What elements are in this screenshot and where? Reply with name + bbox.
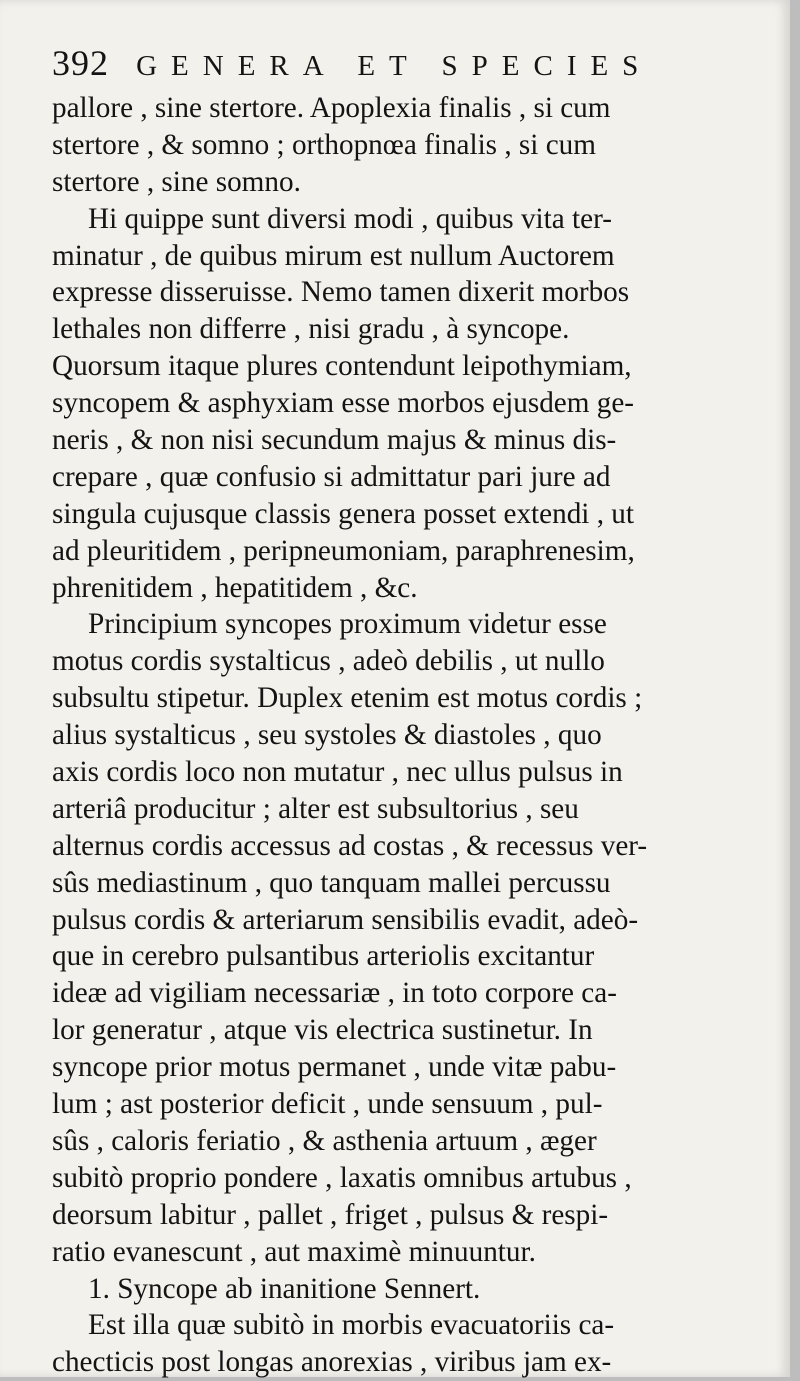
paragraph-first-line: Hi quippe sunt diversi modi , quibus vita ter-	[88, 202, 612, 235]
text-line: lethales non differre , nisi gradu , à syncope.	[52, 313, 570, 346]
text-line: syncope prior motus permanet , unde vitæ pabu-	[52, 1051, 617, 1084]
text-line: subsultu stipetur. Duplex etenim est motus cordis ;	[52, 682, 643, 715]
text-line: axis cordis loco non mutatur , nec ullus pulsus in	[52, 756, 623, 789]
text-line: sûs mediastinum , quo tanquam mallei percussu	[52, 866, 611, 899]
text-line: lor generatur , atque vis electrica sustinetur. In	[52, 1014, 593, 1047]
text-line: syncopem & asphyxiam esse morbos ejusdem ge-	[52, 387, 635, 420]
text-line: expresse disseruisse. Nemo tamen dixerit morbos	[52, 276, 630, 309]
running-title: GENERA ET SPECIES	[136, 50, 653, 82]
text-line: singula cujusque classis genera posset extendi , ut	[52, 497, 634, 530]
text-line: crepare , quæ confusio si admittatur pari jure ad	[52, 460, 611, 493]
text-line: deorsum labitur , pallet , friget , pulsus & respi-	[52, 1198, 609, 1231]
paragraph-first-line: Est illa quæ subitò in morbis evacuatoriis ca-	[88, 1309, 615, 1342]
text-line: alius systalticus , seu systoles & diastoles , quo	[52, 719, 602, 752]
text-line: arteriâ producitur ; alter est subsultorius , seu	[52, 792, 579, 825]
text-line: minatur , de quibus mirum est nullum Auctorem	[52, 239, 615, 272]
text-line: pallore , sine stertore. Apoplexia finalis , si cum	[52, 92, 611, 124]
text-line: que in cerebro pulsantibus arteriolis excitantur	[52, 940, 595, 973]
text-line: stertore , & somno ; orthopnœa finalis , si cum	[52, 128, 596, 161]
page-number: 392	[52, 43, 109, 83]
text-line: subitò proprio pondere , laxatis omnibus artubus ,	[52, 1161, 632, 1194]
text-line: ad pleuritidem , peripneumoniam, paraphrenesim,	[52, 534, 635, 567]
text-line: lum ; ast posterior deficit , unde sensuum , pul-	[52, 1088, 603, 1121]
paragraph-first-line: Principium syncopes proximum videtur esse	[88, 608, 607, 641]
text-line: pulsus cordis & arteriarum sensibilis evadit, adeò-	[52, 903, 639, 936]
text-line: neris , & non nisi secundum majus & minus dis-	[52, 424, 617, 457]
text-line: checticis post longas anorexias , viribus jam ex-	[52, 1346, 612, 1379]
page-body	[52, 90, 752, 1381]
text-line: ideæ ad vigiliam necessariæ , in toto corpore ca-	[52, 977, 617, 1010]
text-line: alternus cordis accessus ad costas , & recessus ver-	[52, 829, 648, 862]
text-line: sûs , caloris feriatio , & asthenia artuum , æger	[52, 1124, 597, 1157]
text-line: ratio evanescunt , aut maximè minuuntur.	[52, 1235, 536, 1268]
text-line: Quorsum itaque plures contendunt leipothymiam,	[52, 350, 632, 383]
page-header	[52, 42, 752, 90]
section-heading: 1. Syncope ab inanitione Sennert.	[88, 1272, 481, 1305]
text-line: phrenitidem , hepatitidem , &c.	[52, 571, 418, 604]
text-line: stertore , sine somno.	[52, 165, 301, 198]
text-line: motus cordis systalticus , adeò debilis , ut nullo	[52, 645, 605, 678]
